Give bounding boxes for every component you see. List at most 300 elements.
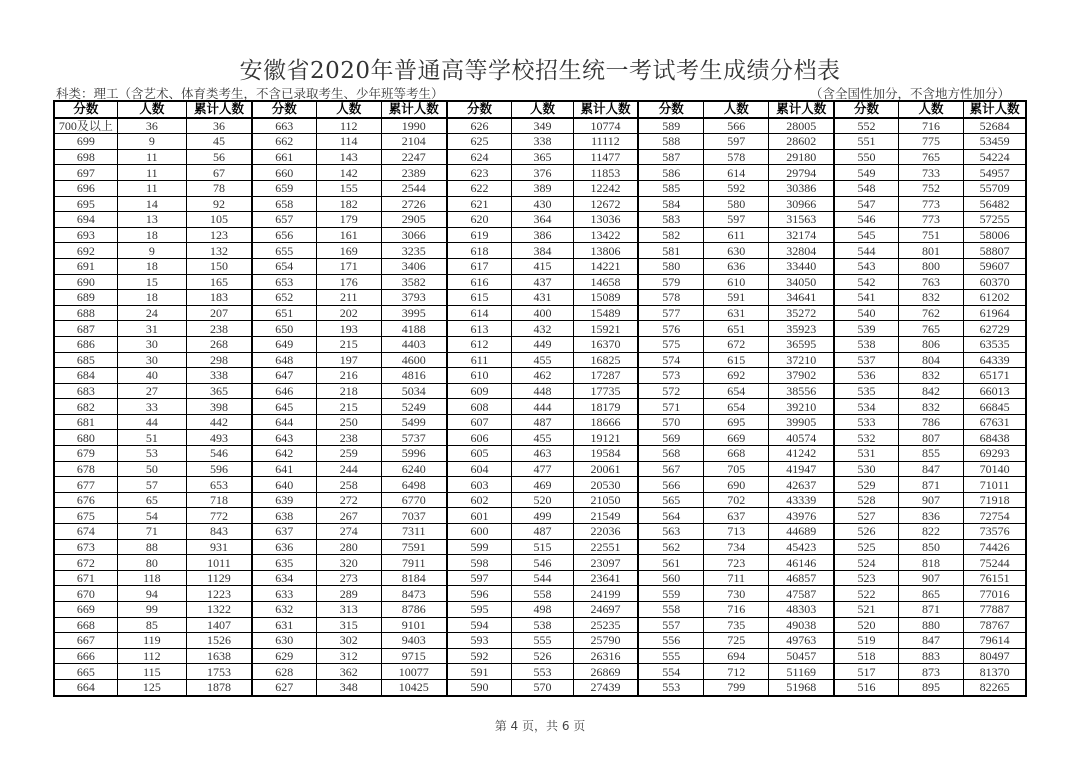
table-cell: 570	[512, 679, 573, 695]
table-cell: 855	[898, 446, 963, 462]
table-cell: 697	[54, 165, 117, 181]
table-row	[54, 196, 1026, 212]
table-cell: 650	[252, 321, 316, 337]
table-cell: 648	[252, 352, 316, 368]
table-cell: 654	[704, 383, 769, 399]
table-cell: 691	[54, 258, 117, 274]
table-cell: 47587	[769, 586, 834, 602]
table-cell: 528	[834, 492, 898, 508]
table-cell: 455	[512, 352, 573, 368]
table-cell: 672	[704, 336, 769, 352]
table-row	[54, 446, 1026, 462]
table-cell: 635	[252, 555, 316, 571]
column-header: 人数	[898, 101, 963, 118]
table-cell: 30386	[769, 180, 834, 196]
table-cell: 619	[447, 227, 512, 243]
table-cell: 620	[447, 212, 512, 228]
table-cell: 593	[447, 633, 512, 649]
table-cell: 19584	[573, 446, 638, 462]
table-cell: 207	[187, 305, 252, 321]
table-cell: 132	[187, 243, 252, 259]
table-cell: 23097	[573, 555, 638, 571]
table-cell: 690	[54, 274, 117, 290]
table-cell: 29180	[769, 149, 834, 165]
table-cell: 518	[834, 648, 898, 664]
table-cell: 8786	[381, 602, 446, 618]
table-cell: 67631	[964, 414, 1026, 430]
table-cell: 575	[638, 336, 703, 352]
table-cell: 579	[638, 274, 703, 290]
table-cell: 78	[187, 180, 252, 196]
table-cell: 712	[704, 664, 769, 680]
table-cell: 723	[704, 555, 769, 571]
table-row	[54, 414, 1026, 430]
table-cell: 35272	[769, 305, 834, 321]
table-cell: 716	[898, 118, 963, 134]
table-cell: 880	[898, 617, 963, 633]
column-header: 累计人数	[964, 101, 1026, 118]
table-cell: 658	[252, 196, 316, 212]
table-cell: 3582	[381, 274, 446, 290]
table-cell: 76151	[964, 570, 1026, 586]
table-cell: 642	[252, 446, 316, 462]
table-row	[54, 539, 1026, 555]
table-cell: 695	[54, 196, 117, 212]
table-cell: 18179	[573, 399, 638, 415]
table-cell: 14221	[573, 258, 638, 274]
table-cell: 630	[252, 633, 316, 649]
table-cell: 43339	[769, 492, 834, 508]
table-cell: 51968	[769, 679, 834, 695]
table-cell: 400	[512, 305, 573, 321]
table-row	[54, 243, 1026, 259]
table-cell: 364	[512, 212, 573, 228]
table-cell: 193	[316, 321, 381, 337]
table-cell: 597	[704, 212, 769, 228]
table-cell: 594	[447, 617, 512, 633]
table-cell: 218	[316, 383, 381, 399]
table-cell: 115	[117, 664, 186, 680]
table-cell: 71	[117, 524, 186, 540]
table-cell: 597	[447, 570, 512, 586]
table-cell: 112	[117, 648, 186, 664]
table-cell: 415	[512, 258, 573, 274]
table-cell: 601	[447, 508, 512, 524]
table-cell: 13036	[573, 212, 638, 228]
table-cell: 692	[54, 243, 117, 259]
table-row	[54, 492, 1026, 508]
table-cell: 18666	[573, 414, 638, 430]
column-header: 累计人数	[769, 101, 834, 118]
table-cell: 487	[512, 524, 573, 540]
table-cell: 463	[512, 446, 573, 462]
table-cell: 88	[117, 539, 186, 555]
table-cell: 2247	[381, 149, 446, 165]
table-cell: 526	[834, 524, 898, 540]
table-row	[54, 118, 1026, 134]
table-cell: 634	[252, 570, 316, 586]
table-cell: 544	[834, 243, 898, 259]
table-cell: 847	[898, 461, 963, 477]
table-row	[54, 321, 1026, 337]
table-cell: 44	[117, 414, 186, 430]
table-cell: 6770	[381, 492, 446, 508]
table-cell: 587	[638, 149, 703, 165]
table-cell: 616	[447, 274, 512, 290]
table-cell: 725	[704, 633, 769, 649]
table-cell: 24697	[573, 602, 638, 618]
table-cell: 25790	[573, 633, 638, 649]
table-cell: 238	[187, 321, 252, 337]
table-row	[54, 555, 1026, 571]
table-cell: 477	[512, 461, 573, 477]
table-cell: 641	[252, 461, 316, 477]
table-cell: 539	[834, 321, 898, 337]
table-cell: 9	[117, 134, 186, 150]
table-cell: 211	[316, 290, 381, 306]
table-cell: 540	[834, 305, 898, 321]
table-cell: 9	[117, 243, 186, 259]
table-row	[54, 305, 1026, 321]
table-cell: 772	[187, 508, 252, 524]
table-cell: 1129	[187, 570, 252, 586]
table-cell: 655	[252, 243, 316, 259]
table-cell: 632	[252, 602, 316, 618]
table-cell: 77887	[964, 602, 1026, 618]
table-cell: 1753	[187, 664, 252, 680]
table-cell: 20061	[573, 461, 638, 477]
table-cell: 10077	[381, 664, 446, 680]
table-cell: 535	[834, 383, 898, 399]
table-cell: 536	[834, 368, 898, 384]
table-cell: 9101	[381, 617, 446, 633]
table-cell: 533	[834, 414, 898, 430]
table-cell: 182	[316, 196, 381, 212]
table-row	[54, 274, 1026, 290]
table-cell: 527	[834, 508, 898, 524]
table-cell: 554	[638, 664, 703, 680]
table-cell: 16370	[573, 336, 638, 352]
table-cell: 520	[834, 617, 898, 633]
table-cell: 28005	[769, 118, 834, 134]
table-cell: 9715	[381, 648, 446, 664]
table-row	[54, 149, 1026, 165]
column-header: 累计人数	[187, 101, 252, 118]
table-cell: 669	[704, 430, 769, 446]
table-cell: 763	[898, 274, 963, 290]
table-cell: 610	[447, 368, 512, 384]
table-cell: 302	[316, 633, 381, 649]
table-cell: 733	[898, 165, 963, 181]
table-cell: 751	[898, 227, 963, 243]
table-cell: 651	[252, 305, 316, 321]
table-cell: 161	[316, 227, 381, 243]
table-cell: 652	[252, 290, 316, 306]
table-cell: 574	[638, 352, 703, 368]
table-cell: 7037	[381, 508, 446, 524]
table-cell: 29794	[769, 165, 834, 181]
table-cell: 21050	[573, 492, 638, 508]
table-cell: 32174	[769, 227, 834, 243]
table-cell: 660	[252, 165, 316, 181]
table-cell: 315	[316, 617, 381, 633]
table-cell: 626	[447, 118, 512, 134]
table-cell: 611	[447, 352, 512, 368]
table-cell: 572	[638, 383, 703, 399]
table-cell: 19121	[573, 430, 638, 446]
table-cell: 549	[834, 165, 898, 181]
table-cell: 556	[638, 633, 703, 649]
table-cell: 661	[252, 149, 316, 165]
table-cell: 578	[638, 290, 703, 306]
table-cell: 125	[117, 679, 186, 695]
table-cell: 649	[252, 336, 316, 352]
table-cell: 647	[252, 368, 316, 384]
table-row	[54, 664, 1026, 680]
table-cell: 548	[834, 180, 898, 196]
table-cell: 18	[117, 227, 186, 243]
table-cell: 522	[834, 586, 898, 602]
table-cell: 81370	[964, 664, 1026, 680]
table-cell: 33	[117, 399, 186, 415]
table-cell: 583	[638, 212, 703, 228]
table-cell: 469	[512, 477, 573, 493]
table-cell: 668	[704, 446, 769, 462]
table-cell: 580	[704, 196, 769, 212]
table-cell: 66013	[964, 383, 1026, 399]
table-cell: 806	[898, 336, 963, 352]
column-header: 人数	[512, 101, 573, 118]
table-cell: 75244	[964, 555, 1026, 571]
table-row	[54, 461, 1026, 477]
subject-note: 科类：理工（含艺术、体育类考生，不含已录取考生、少年班等考生）	[56, 86, 444, 101]
table-cell: 590	[447, 679, 512, 695]
table-cell: 543	[834, 258, 898, 274]
table-cell: 51	[117, 430, 186, 446]
table-cell: 79614	[964, 633, 1026, 649]
table-cell: 13806	[573, 243, 638, 259]
table-cell: 765	[898, 149, 963, 165]
table-cell: 688	[54, 305, 117, 321]
table-cell: 576	[638, 321, 703, 337]
table-cell: 280	[316, 539, 381, 555]
table-cell: 804	[898, 352, 963, 368]
table-cell: 165	[187, 274, 252, 290]
table-cell: 10425	[381, 679, 446, 695]
table-cell: 571	[638, 399, 703, 415]
table-cell: 338	[187, 368, 252, 384]
table-cell: 664	[54, 679, 117, 695]
document-title: 安徽省2020年普通高等学校招生统一考试考生成绩分档表	[239, 58, 841, 84]
column-header: 分数	[447, 101, 512, 118]
table-cell: 592	[447, 648, 512, 664]
table-cell: 244	[316, 461, 381, 477]
table-cell: 678	[54, 461, 117, 477]
table-cell: 15921	[573, 321, 638, 337]
table-cell: 14658	[573, 274, 638, 290]
table-cell: 686	[54, 336, 117, 352]
table-cell: 36	[187, 118, 252, 134]
table-cell: 683	[54, 383, 117, 399]
table-cell: 202	[316, 305, 381, 321]
table-cell: 34641	[769, 290, 834, 306]
table-cell: 64339	[964, 352, 1026, 368]
table-row	[54, 399, 1026, 415]
table-cell: 624	[447, 149, 512, 165]
table-cell: 716	[704, 602, 769, 618]
table-cell: 637	[252, 524, 316, 540]
table-cell: 627	[252, 679, 316, 695]
table-cell: 600	[447, 524, 512, 540]
table-cell: 558	[638, 602, 703, 618]
table-cell: 596	[447, 586, 512, 602]
table-cell: 23641	[573, 570, 638, 586]
table-cell: 34050	[769, 274, 834, 290]
table-cell: 589	[638, 118, 703, 134]
table-cell: 696	[54, 180, 117, 196]
table-cell: 773	[898, 196, 963, 212]
table-cell: 515	[512, 539, 573, 555]
table-cell: 865	[898, 586, 963, 602]
table-cell: 18	[117, 290, 186, 306]
table-cell: 78767	[964, 617, 1026, 633]
table-cell: 800	[898, 258, 963, 274]
table-cell: 61964	[964, 305, 1026, 321]
table-row	[54, 524, 1026, 540]
score-distribution-table	[53, 100, 1027, 697]
table-cell: 622	[447, 180, 512, 196]
table-cell: 25235	[573, 617, 638, 633]
table-cell: 82265	[964, 679, 1026, 695]
table-cell: 6240	[381, 461, 446, 477]
table-cell: 850	[898, 539, 963, 555]
table-cell: 5034	[381, 383, 446, 399]
table-cell: 437	[512, 274, 573, 290]
column-header: 分数	[54, 101, 117, 118]
table-cell: 49038	[769, 617, 834, 633]
table-cell: 30	[117, 336, 186, 352]
table-cell: 4403	[381, 336, 446, 352]
table-cell: 56482	[964, 196, 1026, 212]
table-cell: 59607	[964, 258, 1026, 274]
table-cell: 50457	[769, 648, 834, 664]
table-cell: 3066	[381, 227, 446, 243]
table-cell: 558	[512, 586, 573, 602]
table-cell: 267	[316, 508, 381, 524]
table-cell: 1990	[381, 118, 446, 134]
table-cell: 150	[187, 258, 252, 274]
table-cell: 40	[117, 368, 186, 384]
table-cell: 13	[117, 212, 186, 228]
table-cell: 54	[117, 508, 186, 524]
table-cell: 564	[638, 508, 703, 524]
table-row	[54, 648, 1026, 664]
table-cell: 289	[316, 586, 381, 602]
table-cell: 604	[447, 461, 512, 477]
table-row	[54, 430, 1026, 446]
table-cell: 670	[54, 586, 117, 602]
table-cell: 563	[638, 524, 703, 540]
table-cell: 607	[447, 414, 512, 430]
table-cell: 581	[638, 243, 703, 259]
table-cell: 15089	[573, 290, 638, 306]
table-cell: 45423	[769, 539, 834, 555]
table-cell: 14	[117, 196, 186, 212]
table-cell: 15489	[573, 305, 638, 321]
table-cell: 597	[704, 134, 769, 150]
table-cell: 2726	[381, 196, 446, 212]
table-cell: 43976	[769, 508, 834, 524]
table-cell: 1878	[187, 679, 252, 695]
table-cell: 534	[834, 399, 898, 415]
table-cell: 80	[117, 555, 186, 571]
table-cell: 591	[704, 290, 769, 306]
table-cell: 646	[252, 383, 316, 399]
table-cell: 17287	[573, 368, 638, 384]
table-cell: 26869	[573, 664, 638, 680]
table-cell: 693	[54, 227, 117, 243]
table-cell: 56	[187, 149, 252, 165]
table-row	[54, 586, 1026, 602]
column-header: 分数	[252, 101, 316, 118]
table-row	[54, 570, 1026, 586]
table-row	[54, 633, 1026, 649]
table-cell: 653	[252, 274, 316, 290]
table-cell: 631	[252, 617, 316, 633]
table-cell: 28602	[769, 134, 834, 150]
table-cell: 832	[898, 368, 963, 384]
table-cell: 17735	[573, 383, 638, 399]
table-cell: 5737	[381, 430, 446, 446]
table-cell: 216	[316, 368, 381, 384]
table-cell: 633	[252, 586, 316, 602]
table-cell: 7911	[381, 555, 446, 571]
table-cell: 68438	[964, 430, 1026, 446]
table-cell: 376	[512, 165, 573, 181]
table-cell: 599	[447, 539, 512, 555]
table-cell: 553	[512, 664, 573, 680]
table-cell: 67	[187, 165, 252, 181]
table-cell: 462	[512, 368, 573, 384]
column-header: 累计人数	[573, 101, 638, 118]
table-cell: 45	[187, 134, 252, 150]
table-cell: 521	[834, 602, 898, 618]
table-cell: 692	[704, 368, 769, 384]
table-row	[54, 508, 1026, 524]
table-cell: 250	[316, 414, 381, 430]
table-cell: 611	[704, 227, 769, 243]
table-cell: 801	[898, 243, 963, 259]
table-cell: 11	[117, 149, 186, 165]
table-cell: 668	[54, 617, 117, 633]
table-cell: 27	[117, 383, 186, 399]
table-cell: 718	[187, 492, 252, 508]
table-cell: 561	[638, 555, 703, 571]
table-cell: 42637	[769, 477, 834, 493]
table-cell: 529	[834, 477, 898, 493]
table-cell: 142	[316, 165, 381, 181]
table-cell: 735	[704, 617, 769, 633]
table-cell: 562	[638, 539, 703, 555]
table-cell: 2104	[381, 134, 446, 150]
table-cell: 586	[638, 165, 703, 181]
table-cell: 609	[447, 383, 512, 399]
table-cell: 1011	[187, 555, 252, 571]
table-cell: 8473	[381, 586, 446, 602]
table-cell: 699	[54, 134, 117, 150]
table-cell: 3406	[381, 258, 446, 274]
table-cell: 118	[117, 570, 186, 586]
